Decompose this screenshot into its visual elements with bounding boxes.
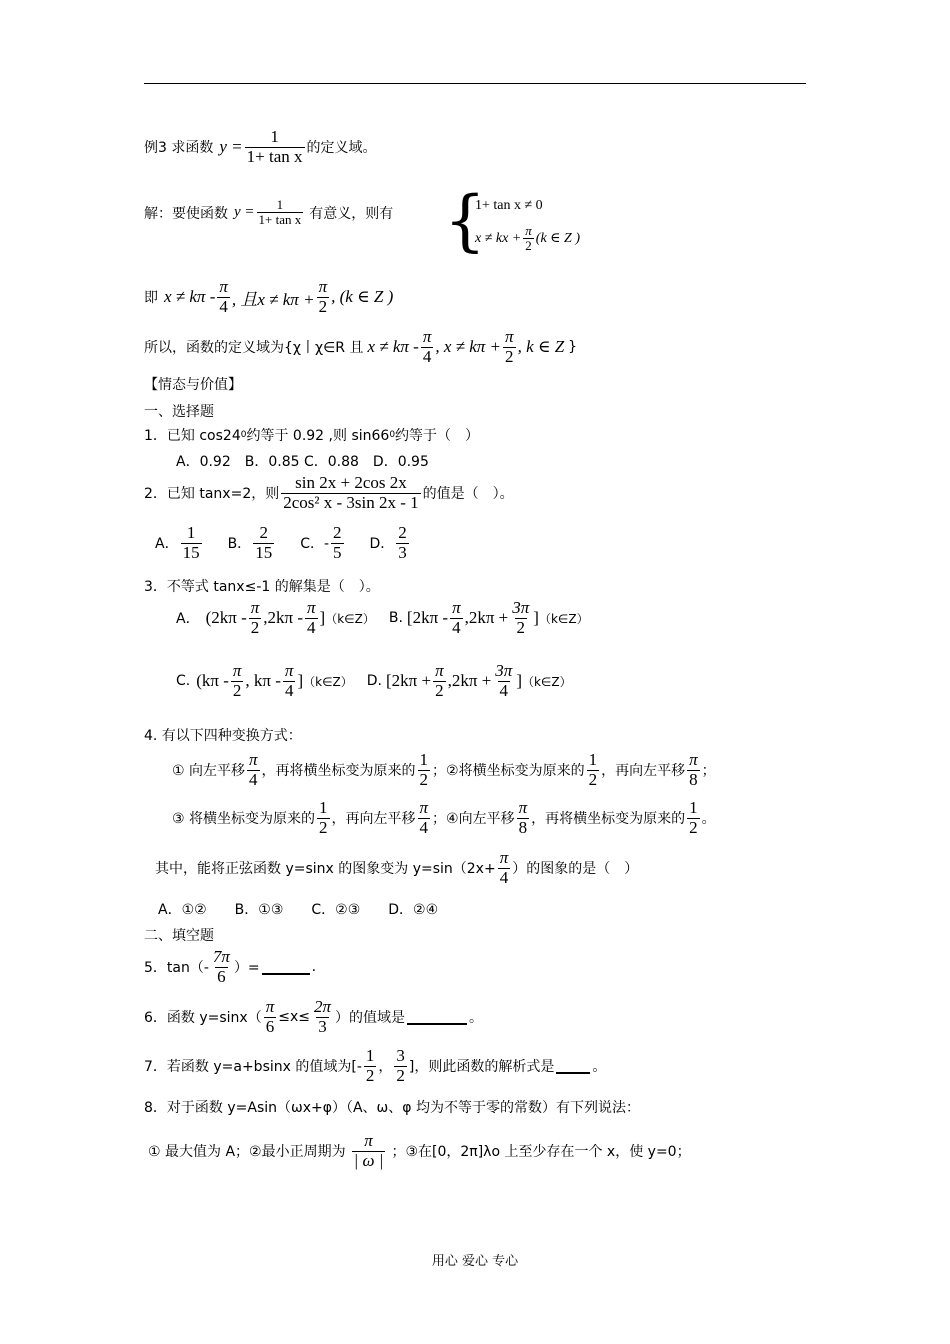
q7-line: 7．若函数 y=a+bsinx 的值域为[- $\frac{1}{2}$ ， $\frac{3}{2}$ ]，则此函数的解析式是 。 (144, 1046, 607, 1085)
example3-fraction: $\frac{1}{\text{1+ tan x}}$ (246, 127, 303, 166)
q4-line2: ③ 将横坐标变为原来的 $\frac{1}{2}$ ，再向左平移 $\frac{\pi}{4}$ ；④向左平移 $\frac{\pi}{8}$ ，再将横坐标变为原来的 $\frac{1}{2}$ 。 (172, 798, 716, 837)
q7-answer-blank[interactable] (556, 1058, 590, 1074)
part1-heading: 一、选择题 (144, 404, 214, 420)
q8-line1: ① 最大值为 A；②最小正周期为 $\frac{\pi}{| \omega |}$ ；③在[0，2π]λο 上至少存在一个 x，使 y=0； (148, 1131, 691, 1170)
example3-prefix: 例3 求函数 (144, 140, 214, 157)
q3-options-ab: A． (2kπ - $\frac{\pi}{2}$ ,2kπ - $\frac{\pi}{4}$ ] （k∈Z） B. [2kπ - $\frac{\pi}{4}$ ,2kπ + $\frac{3\pi}{2}$ ] （k∈Z） (176, 598, 589, 637)
example3-line (144, 128, 377, 166)
example3-suffix: 的定义域。 (306, 140, 377, 157)
q3-options-cd: C. (kπ - $\frac{\pi}{2}$ , kπ - $\frac{\pi}{4}$ ] （k∈Z） D. [2kπ + $\frac{\pi}{2}$ ,2kπ + $\frac{3\pi}{4}$ ] （k∈Z） (176, 661, 572, 700)
page-footer: 用心 爱心 专心 (431, 1254, 519, 1269)
q6-line: 6．函数 y=sinx（ $\frac{\pi}{6}$ ≤x≤ $\frac{2\pi}{3}$ ）的值域是 。 (144, 997, 484, 1036)
q2-fraction: $\frac{\sin 2x + 2\cos 2x}{\text{2cos² x - 3sin 2x - 1}}$ (283, 473, 419, 512)
q2-options: A． $\frac{1}{15}$ B． $\frac{2}{15}$ C．- $\frac{2}{5}$ D． $\frac{2}{3}$ (155, 523, 407, 562)
q5-answer-blank[interactable] (262, 959, 310, 975)
part2-heading: 二、填空题 (144, 928, 214, 944)
q3-stem: 3．不等式 tanx≤-1 的解集是（ ）。 (144, 579, 380, 595)
q2-stem: 2．已知 tanx=2，则 $\frac{\sin 2x + 2\cos 2x}{\text{2cos² x - 3sin 2x - 1}}$ 的值是（ ）。 (144, 473, 514, 512)
ji-line: 即 x ≠ kπ - $\frac{\pi}{4}$ , 且x ≠ kπ + $\frac{\pi}{2}$ , (k ∈ Z ) (144, 277, 394, 316)
q4-line1: ① 向左平移 $\frac{\pi}{4}$ ，再将横坐标变为原来的 $\frac{1}{2}$ ；②将横坐标变为原来的 $\frac{1}{2}$ ，再向左平移 $\frac{\pi}{8}$ ； (172, 750, 716, 789)
q4-line3: 其中，能将正弦函数 y=sinx 的图象变为 y=sin（2x+ $\frac{\pi}{4}$ ）的图象的是（ ） (155, 848, 639, 887)
q4-options: A．①② B．①③ C．②③ D．②④ (158, 902, 439, 918)
solution-fraction: $\frac{1}{\text{1+ tan x}}$ (258, 197, 302, 228)
suoyi-line: 所以，函数的定义域为{χ丨χ∈R 且 x ≠ kπ - $\frac{\pi}{4}$ , x ≠ kπ + $\frac{\pi}{2}$ , k ∈ Z } (144, 327, 578, 366)
q4-stem: 4. 有以下四种变换方式： (144, 728, 302, 744)
q6-answer-blank[interactable] (407, 1009, 467, 1025)
solution-line: 解：要使函数 y = $\frac{1}{\text{1+ tan x}}$ 有意义，则有 (144, 197, 394, 228)
q5-line: 5．tan（- $\frac{7\pi}{6}$ ）= . (144, 947, 317, 986)
header-rule (144, 83, 806, 84)
system-brace: { (444, 182, 486, 259)
section-title: 【情态与价值】 (144, 377, 242, 393)
q1-stem: 1．已知 cos24 0 约等于 0.92 ,则 sin66 0 约等于（ ） (144, 428, 480, 444)
condition-2: x ≠ kx + $\frac{\pi}{2}$ (k ∈ Z ) (475, 223, 580, 254)
condition-1: 1+ tan x ≠ 0 (475, 198, 543, 213)
q8-stem: 8．对于函数 y=Asin（ωx+φ）（A、ω、φ 均为不等于零的常数）有下列说法： (144, 1100, 640, 1116)
q1-options: A．0.92 B．0.85 C．0.88 D．0.95 (176, 454, 429, 470)
example3-y: y = (219, 137, 243, 157)
